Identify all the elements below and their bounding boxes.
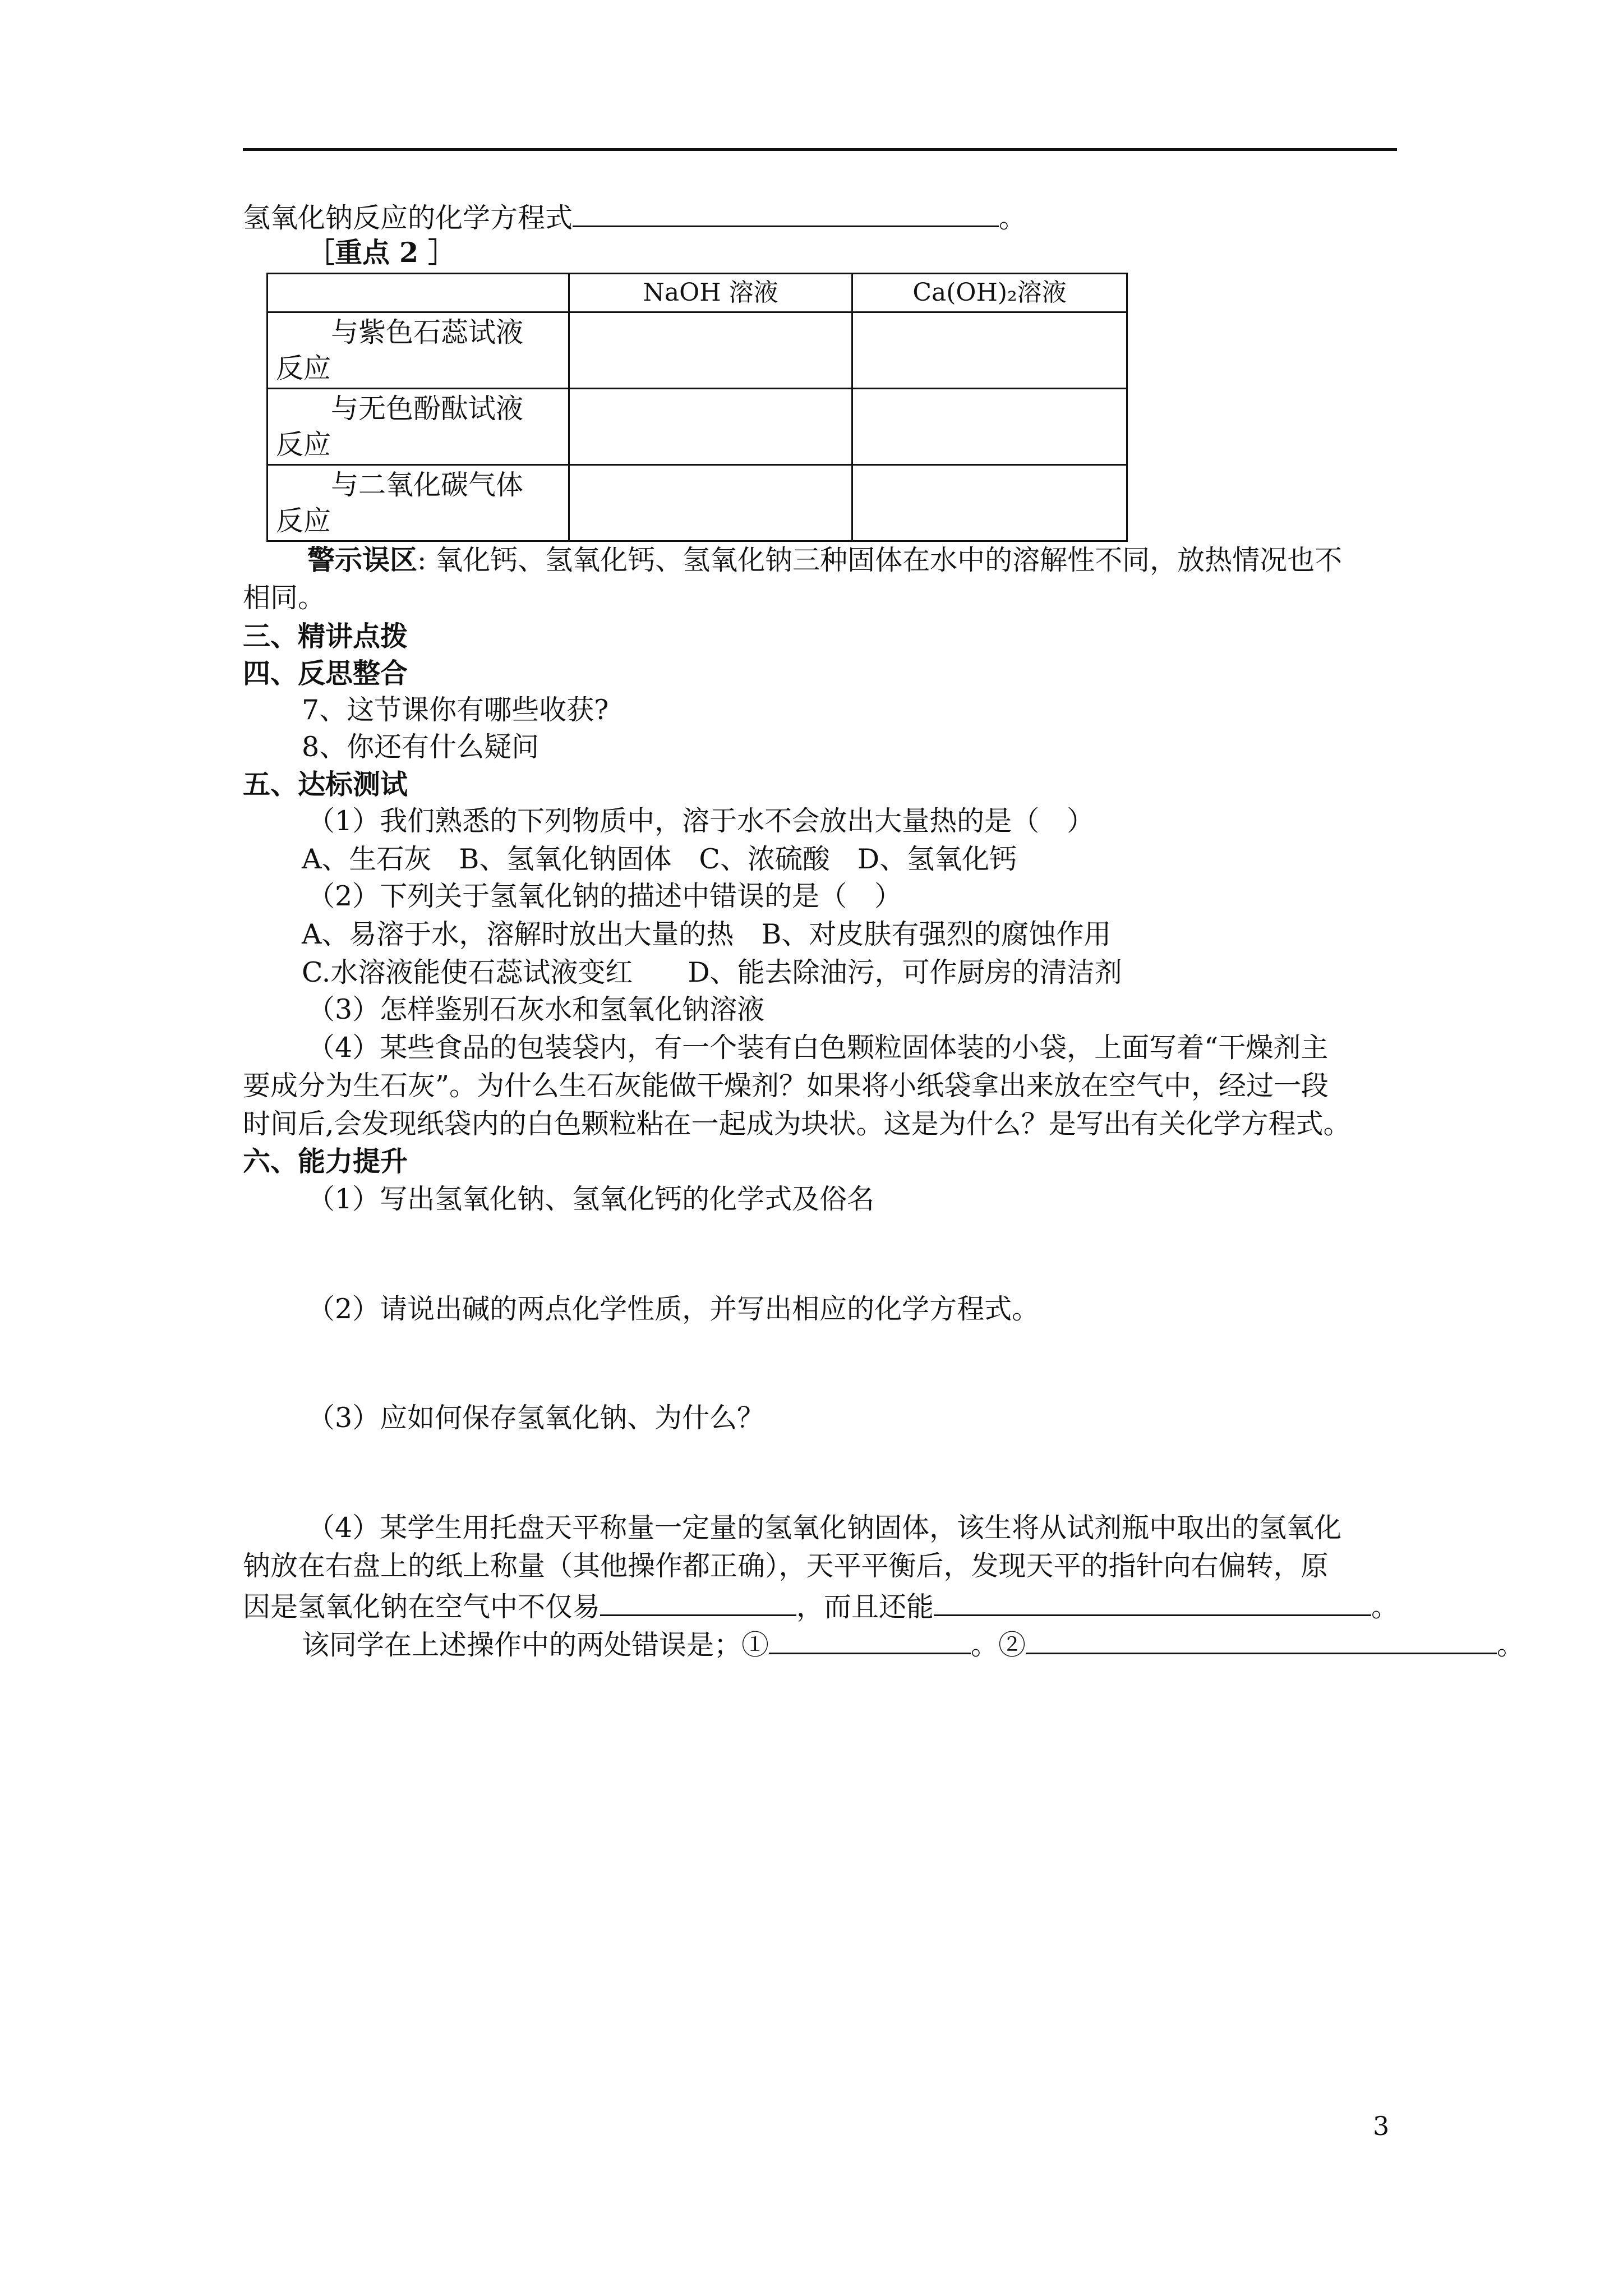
question-7: 7、这节课你有哪些收获?: [302, 694, 609, 726]
fill-blank-2[interactable]: [934, 1586, 1371, 1616]
fill-blank-1[interactable]: [600, 1586, 796, 1616]
test-question-4-line2: 要成分为生石灰”。为什么生石灰能做干燥剂？如果将小纸袋拿出来放在空气中，经过一段: [243, 1070, 1329, 1102]
row-label-line2: 反应: [276, 428, 331, 461]
intro-end: 。: [999, 202, 1027, 234]
intro-text: 氢氧化钠反应的化学方程式: [243, 202, 573, 234]
fill-end: 。: [1497, 1629, 1525, 1661]
fill-text: 因是氢氧化钠在空气中不仅易: [243, 1591, 601, 1623]
base-properties-table: [266, 273, 1128, 542]
warning-colon: :: [417, 544, 436, 576]
table-header-row: [268, 274, 1127, 312]
test-question-4-line1: （4）某些食品的包装袋内，有一个装有白色颗粒固体装的小袋，上面写着“干燥剂主: [307, 1032, 1329, 1064]
table-header-cell: Ca(OH)₂溶液: [852, 274, 1127, 312]
test-question-2-options-ab: A、易溶于水，溶解时放出大量的热 B、对皮肤有强烈的腐蚀作用: [302, 918, 1112, 950]
row-label: [268, 312, 569, 389]
table-cell-caoh2[interactable]: [852, 465, 1127, 541]
error-blank-2[interactable]: [1026, 1625, 1497, 1654]
question-8: 8、你还有什么疑问: [302, 731, 540, 763]
test-question-3: （3）怎样鉴别石灰水和氢氧化钠溶液: [307, 993, 765, 1025]
section-heading-4: 四、反思整合: [243, 657, 408, 689]
warning-label: 警示误区: [307, 544, 418, 576]
fill-text: 该同学在上述操作中的两处错误是；①: [302, 1629, 769, 1661]
test-question-2-options-cd: C.水溶液能使石蕊试液变红 D、能去除油污，可作厨房的清洁剂: [302, 956, 1122, 988]
page-number: 3: [1373, 2111, 1390, 2141]
ability-question-4-line2: 钠放在右盘上的纸上称量（其他操作都正确），天平平衡后，发现天平的指针向右偏转，原: [243, 1550, 1329, 1582]
section-heading-3: 三、精讲点拨: [243, 620, 408, 652]
row-label-line1: 与二氧化碳气体: [331, 468, 524, 501]
table-cell-naoh[interactable]: [569, 312, 852, 389]
row-label-line1: 与无色酚酞试液: [331, 392, 524, 425]
ability-question-4-line4: [302, 1625, 1524, 1662]
ability-question-1: （1）写出氢氧化钠、氢氧化钙的化学式及俗名: [307, 1183, 875, 1215]
warning-line1: [307, 543, 1342, 577]
fill-text: ，而且还能: [796, 1591, 934, 1623]
row-label-line1: 与紫色石蕊试液: [331, 316, 524, 348]
row-label-line2: 反应: [276, 352, 331, 384]
table-cell-caoh2[interactable]: [852, 389, 1127, 465]
warning-text: 氧化钙、氢氧化钙、氢氧化钠三种固体在水中的溶解性不同，放热情况也不: [435, 544, 1343, 576]
table-header-cell: NaOH 溶液: [569, 274, 852, 312]
ability-question-3: （3）应如何保存氢氧化钠、为什么？: [307, 1402, 765, 1434]
warning-line2: 相同。: [243, 582, 326, 614]
table-cell-naoh[interactable]: [569, 389, 852, 465]
test-question-2: （2）下列关于氢氧化钠的描述中错误的是（ ）: [307, 880, 902, 912]
table-header-cell: [268, 274, 569, 312]
test-question-4-line3: 时间后,会发现纸袋内的白色颗粒粘在一起成为块状。这是为什么？是写出有关化学方程式。: [243, 1108, 1351, 1140]
table-cell-caoh2[interactable]: [852, 312, 1127, 389]
ability-question-4-line1: （4）某学生用托盘天平称量一定量的氢氧化钠固体，该生将从试剂瓶中取出的氢氧化: [307, 1512, 1342, 1544]
table-cell-naoh[interactable]: [569, 465, 852, 541]
fill-text: 。②: [971, 1629, 1026, 1661]
row-label: [268, 389, 569, 465]
focus2-heading: ［重点 2 ］: [307, 236, 456, 269]
intro-line: [243, 197, 1026, 235]
ability-question-2: （2）请说出碱的两点化学性质，并写出相应的化学方程式。: [307, 1293, 1040, 1325]
table-row: [268, 465, 1127, 541]
test-question-1: （1）我们熟悉的下列物质中，溶于水不会放出大量热的是（ ）: [307, 805, 1095, 837]
table-row: [268, 312, 1127, 389]
header-rule: [243, 148, 1397, 151]
ability-question-4-line3: [243, 1586, 1399, 1624]
table-row: [268, 389, 1127, 465]
row-label: [268, 465, 569, 541]
test-question-1-options: A、生石灰 B、氢氧化钠固体 C、浓硫酸 D、氢氧化钙: [302, 843, 1017, 875]
fill-end: 。: [1371, 1591, 1399, 1623]
row-label-line2: 反应: [276, 504, 331, 537]
section-heading-6: 六、能力提升: [243, 1145, 408, 1177]
error-blank-1[interactable]: [769, 1625, 971, 1654]
section-heading-5: 五、达标测试: [243, 768, 408, 800]
equation-blank[interactable]: [573, 197, 999, 227]
